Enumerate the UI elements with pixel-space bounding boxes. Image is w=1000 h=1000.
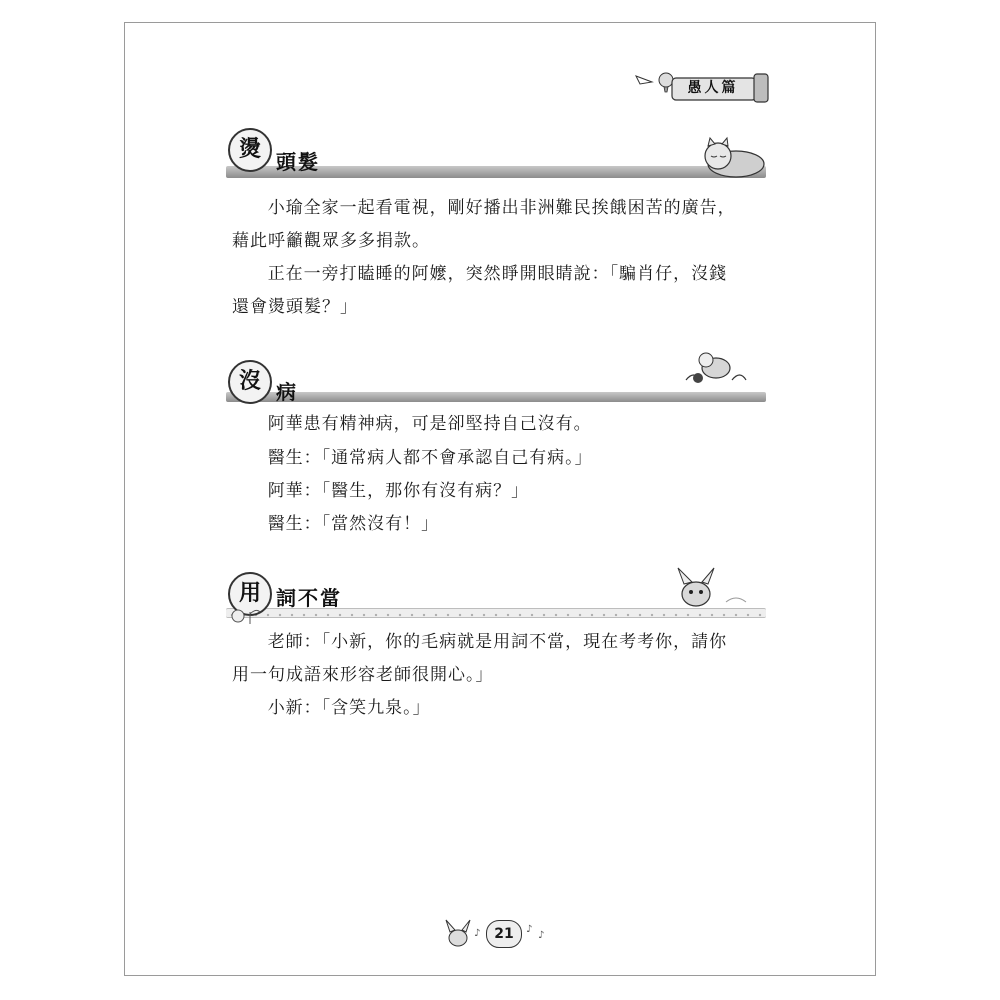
- section-title: 病: [276, 380, 298, 404]
- chapter-tag: [634, 70, 776, 104]
- text-line: 正在一旁打瞌睡的阿嬤，突然睜開眼睛說：「騙肖仔，沒錢: [267, 264, 728, 284]
- section-heading-2: [226, 360, 771, 410]
- paragraph-continued: [232, 225, 772, 258]
- paragraph: [232, 192, 772, 225]
- chapter-tag-label: 愚人篇: [687, 80, 739, 96]
- paragraph: [232, 508, 772, 541]
- section-title: 詞不當: [276, 586, 342, 610]
- fox-character-icon: [666, 566, 766, 612]
- heading-badge: 用: [228, 572, 272, 616]
- page-number: 21: [486, 920, 522, 948]
- section-title: 頭髮: [276, 150, 320, 174]
- paragraph-continued: [232, 659, 772, 692]
- text-line: 小瑜全家一起看電視，剛好播出非洲難民挨餓困苦的廣告，: [267, 198, 736, 218]
- paragraph: [232, 442, 772, 475]
- text-line: 阿華：「醫生，那你有沒有病？」: [267, 481, 530, 501]
- text-line: 醫生：「通常病人都不會承認自己有病。」: [267, 448, 593, 468]
- paragraph-continued: [232, 291, 772, 324]
- section-heading-3: [226, 572, 771, 622]
- paragraph: [232, 408, 772, 441]
- svg-text:♪: ♪: [474, 928, 481, 939]
- svg-text:♪: ♪: [526, 924, 533, 935]
- heading-badge: 沒: [228, 360, 272, 404]
- flying-bug-icon: [666, 350, 766, 394]
- section-heading-1: [226, 128, 771, 178]
- paragraph: [232, 475, 772, 508]
- text-line: 用一句成語來形容老師很開心。」: [232, 665, 494, 685]
- text-line: 小新：「含笑九泉。」: [267, 698, 431, 718]
- text-line: 老師：「小新，你的毛病就是用詞不當，現在考考你，請你: [267, 632, 728, 652]
- heading-badge: 燙: [228, 128, 272, 172]
- text-line: 醫生：「當然沒有！」: [267, 514, 440, 534]
- text-line: 藉此呼籲觀眾多多捐款。: [232, 231, 430, 251]
- sprout-icon: [228, 604, 268, 628]
- paragraph: [232, 626, 772, 659]
- text-line: 還會燙頭髮？」: [232, 297, 358, 317]
- text-line: 阿華患有精神病，可是卻堅持自己沒有。: [267, 414, 592, 434]
- paragraph: [232, 692, 772, 725]
- paragraph: [232, 258, 772, 291]
- page-number-footer: [438, 916, 562, 950]
- svg-text:♪: ♪: [538, 930, 545, 941]
- sleeping-cat-icon: [696, 134, 768, 180]
